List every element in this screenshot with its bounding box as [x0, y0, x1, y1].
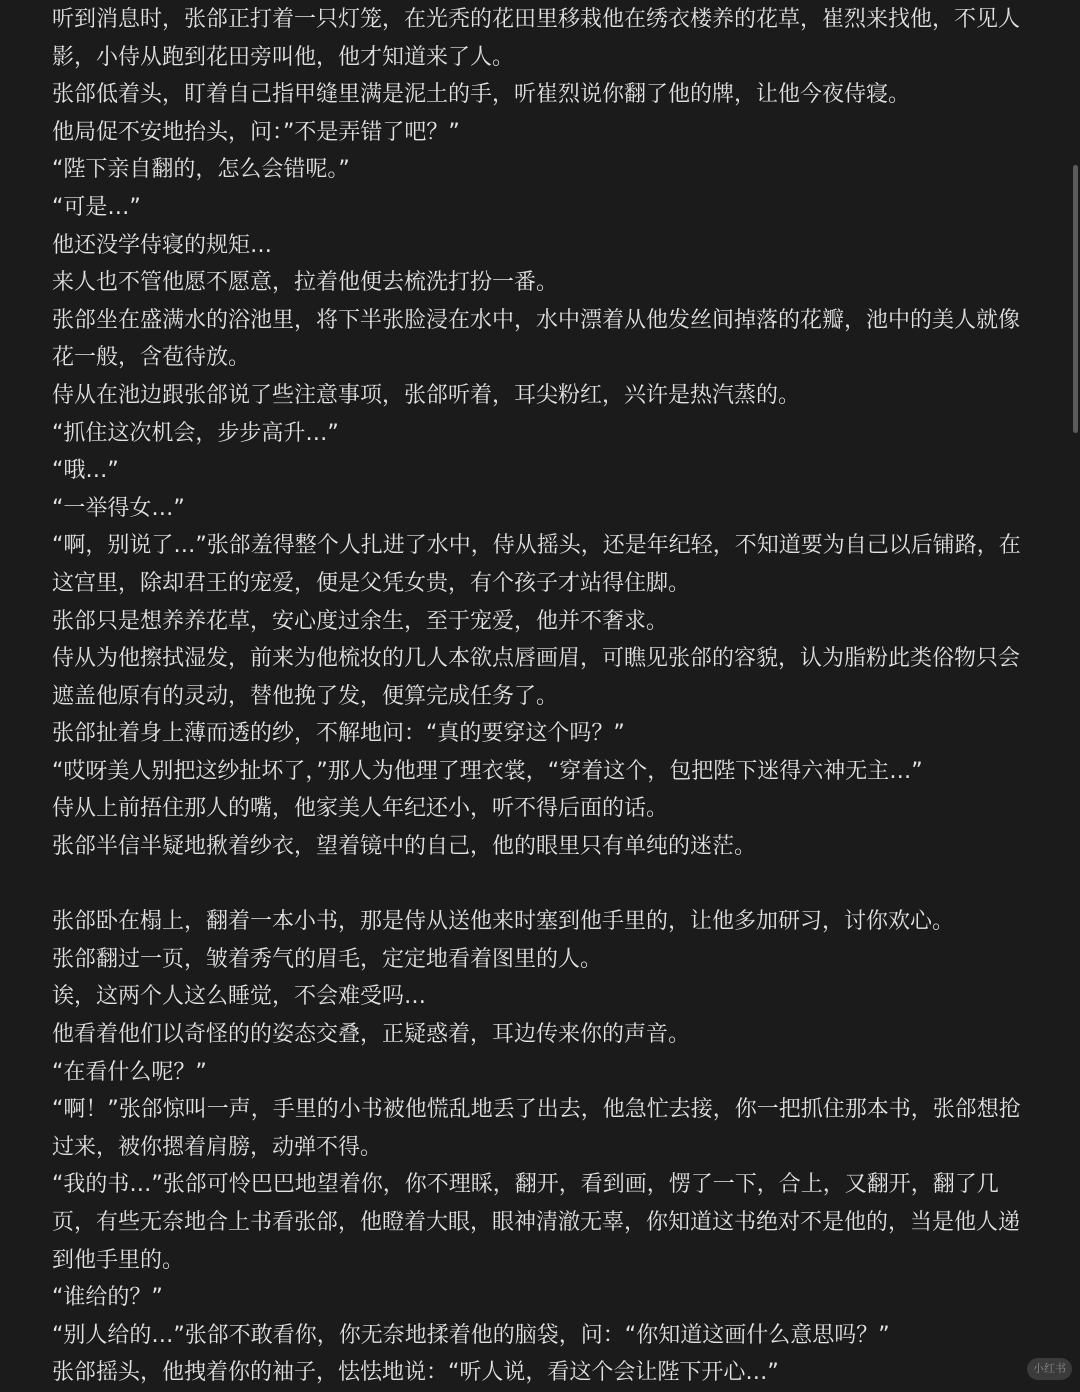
text-line: 他看着他们以奇怪的的姿态交叠，正疑惑着，耳边传来你的声音。 — [52, 1022, 691, 1048]
text-line: 张郃低着头，盯着自己指甲缝里满是泥土的手，听崔烈说你翻了他的牌，让他今夜侍寝。 — [52, 82, 911, 108]
text-line: “谁给的？” — [52, 1285, 163, 1311]
text-line: 张郃翻过一页，皱着秀气的眉毛，定定地看着图里的人。 — [52, 946, 603, 972]
text-line: “我的书…”张郃可怜巴巴地望着你，你不理睬，翻开，看到画，愣了一下，合上，又翻开，翻了几 — [52, 1172, 999, 1198]
scrollbar-thumb[interactable] — [1073, 165, 1078, 433]
text-line: “哦…” — [52, 458, 119, 484]
text-line: 张郃只是想养养花草，安心度过余生，至于宠爱，他并不奢求。 — [52, 608, 669, 634]
text-line: 他还没学侍寝的规矩… — [52, 232, 273, 258]
text-line: “哎呀美人别把这纱扯坏了，”那人为他理了理衣裳，“穿着这个，包把陛下迷得六神无主…” — [52, 758, 923, 784]
text-line: “在看什么呢？” — [52, 1059, 207, 1085]
text-line: 页，有些无奈地合上书看张郃，他瞪着大眼，眼神清澈无辜，你知道这书绝对不是他的，当是他人递 — [52, 1210, 1021, 1235]
text-line: “啊！”张郃惊叫一声，手里的小书被他慌乱地丢了出去，他急忙去接，你一把抓住那本书，张郃想抢 — [52, 1097, 1021, 1123]
text-line: 张郃坐在盛满水的浴池里，将下半张脸浸在水中，水中漂着从他发丝间掉落的花瓣，池中的美人就像 — [52, 307, 1021, 333]
watermark-badge — [1027, 1358, 1072, 1380]
text-line: “可是…” — [52, 194, 141, 220]
text-line: 张郃扯着身上薄而透的纱，不解地问：“真的要穿这个吗？” — [52, 721, 625, 747]
text-line: “抓住这次机会，步步高升…” — [52, 420, 339, 446]
text-line: 来人也不管他愿不愿意，拉着他便去梳洗打扮一番。 — [52, 270, 559, 296]
text-line: 侍从在池边跟张郃说了些注意事项，张郃听着，耳尖粉红，兴许是热汽蒸的。 — [52, 382, 801, 408]
text-line: 他局促不安地抬头，问：”不是弄错了吧？” — [52, 119, 460, 145]
text-line: 花一般，含苞待放。 — [52, 345, 251, 371]
text-line: 影，小侍从跑到花田旁叫他，他才知道来了人。 — [52, 44, 515, 70]
text-line: 听到消息时，张郃正打着一只灯笼，在光秃的花田里移栽他在绣衣楼养的花草，崔烈来找他，不见人 — [52, 7, 1021, 32]
text-line: “陛下亲自翻的，怎么会错呢。” — [52, 157, 350, 183]
watermark-text: 小红书 — [1033, 1362, 1066, 1375]
text-line: 这宫里，除却君王的宠爱，便是父凭女贵，有个孩子才站得住脚。 — [52, 570, 691, 596]
blank-line — [52, 866, 1037, 904]
text-line: 张郃卧在榻上，翻着一本小书，那是侍从送他来时塞到他手里的，让他多加研习，讨你欢心。 — [52, 909, 955, 935]
text-line: 侍从为他擦拭湿发，前来为他梳妆的几人本欲点唇画眉，可瞧见张郃的容貌，认为脂粉此类俗物只会 — [52, 646, 1021, 672]
text-line: “一举得女…” — [52, 495, 185, 521]
text-line: 诶，这两个人这么睡觉，不会难受吗… — [52, 984, 427, 1010]
text-line: 遮盖他原有的灵动，替他挽了发，便算完成任务了。 — [52, 683, 559, 709]
text-line: 过来，被你摁着肩膀，动弹不得。 — [52, 1134, 383, 1160]
text-line: 到他手里的。 — [52, 1247, 185, 1273]
text-line: “别人给的…”张郃不敢看你，你无奈地揉着他的脑袋，问：“你知道这画什么意思吗？” — [52, 1322, 890, 1348]
text-line: 张郃半信半疑地揪着纱衣，望着镜中的自己，他的眼里只有单纯的迷茫。 — [52, 834, 757, 860]
document-text — [52, 1, 1037, 1392]
text-line: 侍从上前捂住那人的嘴，他家美人年纪还小，听不得后面的话。 — [52, 796, 669, 822]
text-line: “啊，别说了…”张郃羞得整个人扎进了水中，侍从摇头，还是年纪轻，不知道要为自己以后铺路，在 — [52, 533, 1021, 559]
text-line: 张郃摇头，他拽着你的袖子，怯怯地说：“听人说，看这个会让陛下开心…” — [52, 1360, 779, 1386]
